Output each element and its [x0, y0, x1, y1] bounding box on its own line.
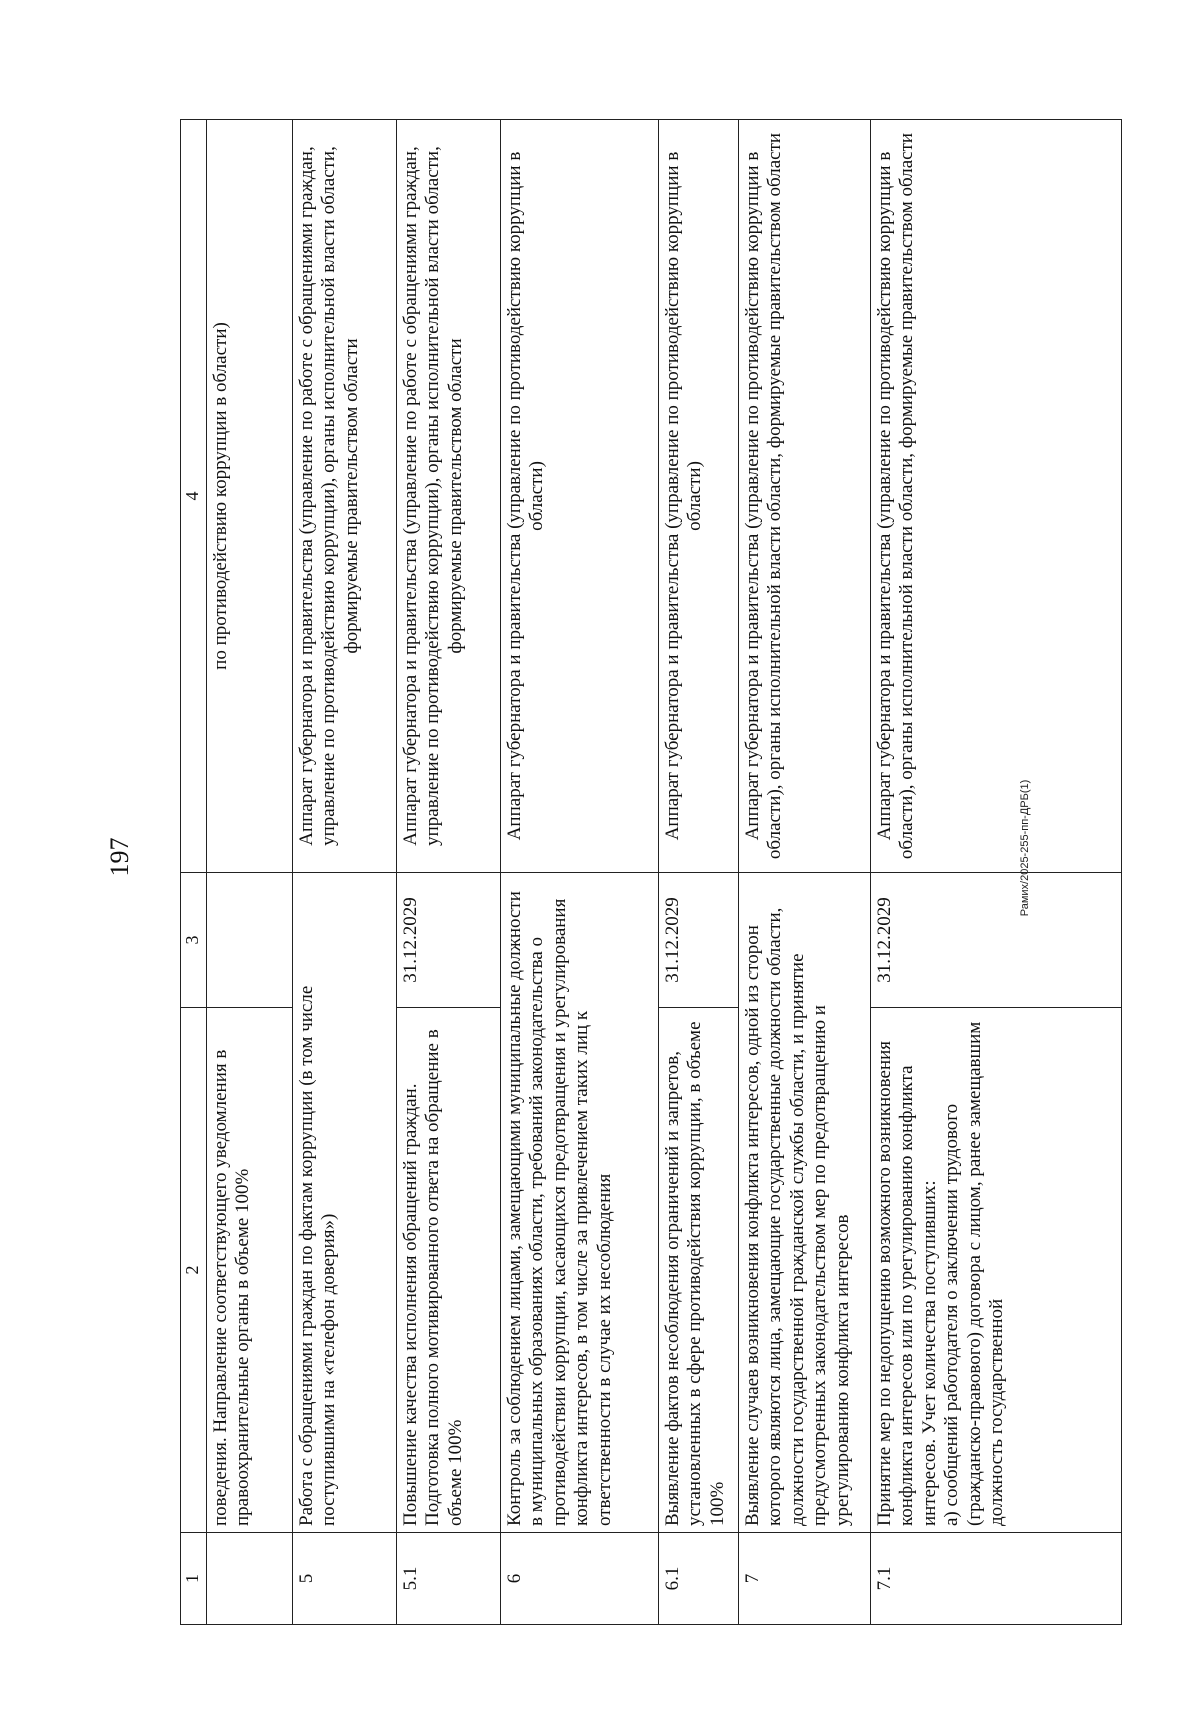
- table-header-row: [181, 120, 207, 1625]
- header-col-2: 2: [181, 1008, 207, 1533]
- row-text: Контроль за соблюдением лицами, замещающими муниципальные должности в муниципальных образованиях области, требований законодательства о противодействии коррупции, касающихся предотвращения и урегулирования конфликта интересов, в том числе за привлечением таких лиц к ответственности в случае их несоблюдения: [501, 873, 659, 1533]
- row-responsible: Аппарат губернатора и правительства (управление по противодействию коррупции в области): [659, 120, 739, 873]
- row-responsible: Аппарат губернатора и правительства (управление по противодействию коррупции в области): [501, 120, 659, 873]
- row-number: 5: [293, 1533, 397, 1625]
- row-text: поведения. Направление соответствующего уведомления в правоохранительные органы в объеме 100%: [207, 1008, 293, 1533]
- row-responsible: Аппарат губернатора и правительства (управление по работе с обращениями граждан, управление по противодействию коррупции), органы исполнительной власти области, формируемые правительством области: [397, 120, 501, 873]
- row-date: [207, 873, 293, 1008]
- table-row: [207, 120, 293, 1625]
- measures-table: [180, 119, 1122, 1625]
- row-number: 7.1: [871, 1533, 1122, 1625]
- row-text: Повышение качества исполнения обращений граждан. Подготовка полного мотивированного ответа на обращение в объеме 100%: [397, 1008, 501, 1533]
- row-text: Работа с обращениями граждан по фактам коррупции (в том числе поступившими на «телефон доверия»): [293, 873, 397, 1533]
- row-text: Выявление фактов несоблюдения ограничений и запретов, установленных в сфере противодействия коррупции, в объеме 100%: [659, 1008, 739, 1533]
- table-row: [871, 120, 1122, 1625]
- header-col-4: 4: [181, 120, 207, 873]
- rotated-table-frame: [180, 120, 1122, 1625]
- row-responsible: Аппарат губернатора и правительства (управление по работе с обращениями граждан, управление по противодействию коррупции), органы исполнительной власти области, формируемые правительством области: [293, 120, 397, 873]
- page-number: 197: [105, 837, 134, 877]
- header-col-3: 3: [181, 873, 207, 1008]
- row-number: 6: [501, 1533, 659, 1625]
- document-code: Рамих/2025-255-пп-ДРБ(1): [1019, 779, 1031, 917]
- table-row: [501, 120, 659, 1625]
- row-number: 5.1: [397, 1533, 501, 1625]
- row-text-subitem: а) сообщений работодателя о заключении трудового (гражданско-правового) договора с лицом, ранее замещавшим должность государственной: [941, 1021, 1008, 1526]
- table-row: [293, 120, 397, 1625]
- table-row: [397, 120, 501, 1625]
- row-date: 31.12.2029: [397, 873, 501, 1008]
- table-container: [180, 120, 1122, 1625]
- row-date: 31.12.2029: [871, 873, 1122, 1008]
- row-responsible: Аппарат губернатора и правительства (управление по противодействию коррупции в области), органы исполнительной власти области, формируемые правительством области: [871, 120, 1122, 873]
- table-row: [739, 120, 871, 1625]
- row-responsible: по противодействию коррупции в области): [207, 120, 293, 873]
- row-number: [207, 1533, 293, 1625]
- row-number: 7: [739, 1533, 871, 1625]
- row-number: 6.1: [659, 1533, 739, 1625]
- row-responsible: Аппарат губернатора и правительства (управление по противодействию коррупции в области), органы исполнительной власти области, формируемые правительством области: [739, 120, 871, 873]
- row-date: 31.12.2029: [659, 873, 739, 1008]
- row-text-cell: [871, 1008, 1122, 1533]
- table-row: [659, 120, 739, 1625]
- header-col-1: 1: [181, 1533, 207, 1625]
- row-text: Выявление случаев возникновения конфликта интересов, одной из сторон которого являются лица, замещающие государственные должности области, должности государственной гражданской службы области, и принятие предусмотренных законодательством мер по предотвращению и урегулированию конфликта интересов: [739, 873, 871, 1533]
- row-text: Принятие мер по недопущению возможного возникновения конфликта интересов или по урегулированию конфликта интересов. Учет количества поступивших:: [874, 1040, 940, 1526]
